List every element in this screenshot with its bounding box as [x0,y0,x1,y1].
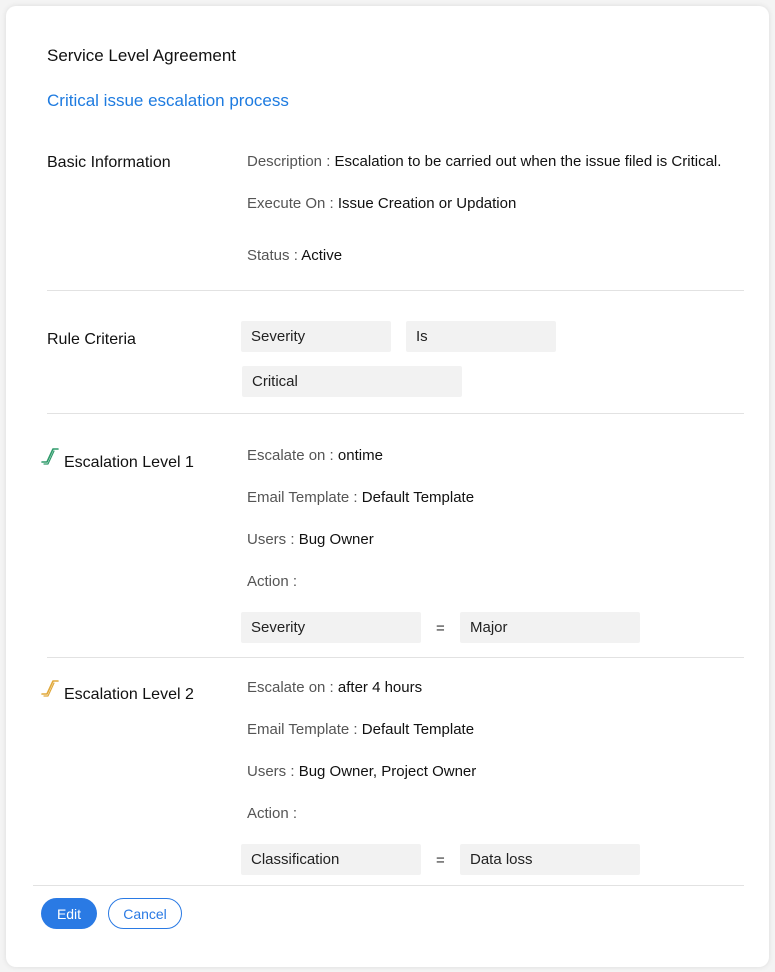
divider [47,657,744,658]
execute-on-row [247,195,516,212]
criteria-field: Severity [241,321,391,352]
action-field: Severity [241,612,421,643]
escalate-on-value: ontime [337,447,383,464]
email-template-value: Default Template [361,721,475,738]
status-value: Active [301,247,343,264]
action-key: Action : [247,805,298,822]
escalation-level-1-title: Escalation Level 1 [64,454,194,471]
users-value: Bug Owner, Project Owner [298,763,477,780]
escalate-on-key: Escalate on : [247,679,334,696]
action-equals: = [436,852,445,869]
email-template-key: Email Template : [247,489,358,506]
rule-criteria-label: Rule Criteria [47,331,136,348]
escalate-on-key: Escalate on : [247,447,334,464]
level-1-users-row [247,531,374,548]
escalator-icon [40,445,60,465]
criteria-operator: Is [406,321,556,352]
action-value: Major [460,612,640,643]
divider [33,885,744,886]
level-2-action-row [247,805,297,822]
email-template-value: Default Template [361,489,475,506]
cancel-button[interactable]: Cancel [108,898,182,929]
description-key: Description : [247,153,331,170]
criteria-value: Critical [242,366,462,397]
users-key: Users : [247,763,295,780]
level-2-users-row [247,763,476,780]
level-2-template-row [247,721,474,738]
status-row [247,247,342,264]
description-row [247,153,721,170]
escalation-level-2-title: Escalation Level 2 [64,686,194,703]
level-1-template-row [247,489,474,506]
level-1-escalate-row [247,447,383,464]
level-2-escalate-row [247,679,422,696]
email-template-key: Email Template : [247,721,358,738]
edit-button[interactable]: Edit [41,898,97,929]
divider [47,290,744,291]
execute-on-value: Issue Creation or Updation [337,195,517,212]
rule-name: Critical issue escalation process [47,91,289,110]
action-key: Action : [247,573,298,590]
description-value: Escalation to be carried out when the issue filed is Critical. [334,153,722,170]
basic-information-label: Basic Information [47,154,171,171]
users-key: Users : [247,531,295,548]
sla-detail-card [6,6,769,967]
escalate-on-value: after 4 hours [337,679,423,696]
action-equals: = [436,620,445,637]
action-field: Classification [241,844,421,875]
execute-on-key: Execute On : [247,195,334,212]
page-title: Service Level Agreement [47,46,236,65]
divider [47,413,744,414]
level-1-action-row [247,573,297,590]
escalator-icon [40,677,60,697]
action-value: Data loss [460,844,640,875]
status-key: Status : [247,247,298,264]
users-value: Bug Owner [298,531,374,548]
